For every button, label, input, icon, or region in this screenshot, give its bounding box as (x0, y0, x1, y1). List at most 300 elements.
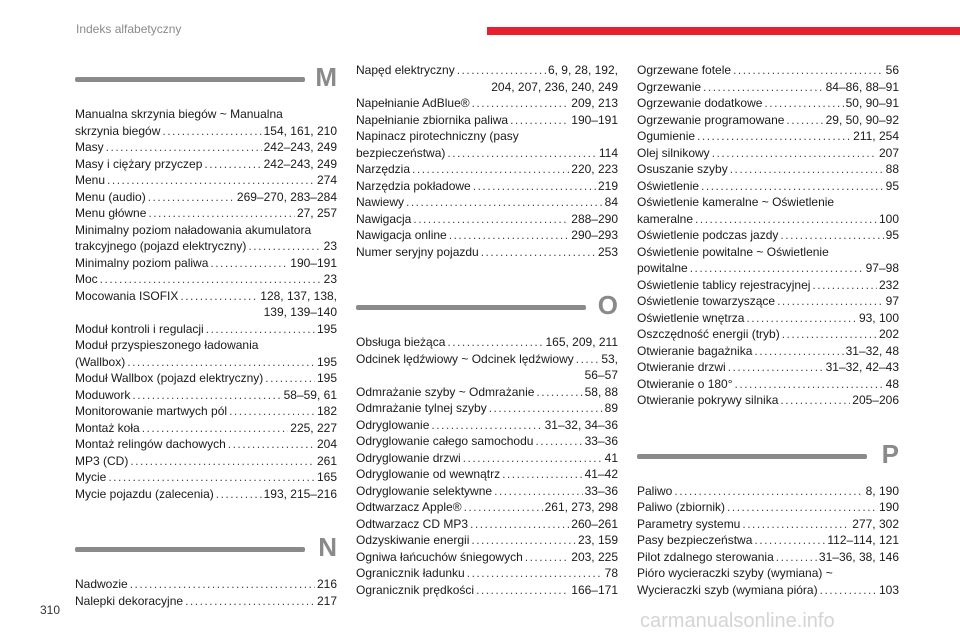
entry-line (637, 260, 899, 277)
entry-pages: 261 (316, 453, 337, 468)
leader-dots (130, 576, 315, 593)
index-entry (75, 255, 337, 272)
entry-pages: 242–243, 249 (263, 156, 337, 171)
entry-pages: 41 (604, 450, 618, 465)
index-entry (637, 532, 899, 549)
entry-label: Ogumienie (637, 129, 696, 143)
index-entry (637, 516, 899, 533)
entry-label: Odmrażanie szyby ~ Odmrażanie (356, 384, 535, 399)
entry-line (75, 436, 337, 453)
entry-line (356, 532, 618, 549)
entry-label: Menu (audio) (75, 189, 146, 204)
entry-label: Oświetlenie tablicy rejestracyjnej (637, 277, 811, 292)
leader-dots (780, 392, 850, 409)
entry-line (356, 516, 618, 533)
entry-label: Ogrzewanie dodatkowe (637, 96, 763, 110)
leader-dots (502, 466, 583, 483)
entry-label: Montaż koła (75, 420, 140, 435)
entry-line (356, 549, 618, 566)
leader-dots (510, 112, 569, 129)
index-entry (637, 95, 899, 112)
leader-dots (180, 288, 258, 305)
index-entry (356, 483, 618, 500)
index-entry (75, 106, 337, 139)
entry-pages: 288–290 (571, 211, 618, 226)
entry-line (637, 376, 899, 393)
index-entry (356, 549, 618, 566)
entry-line (356, 582, 618, 599)
entry-line (75, 593, 337, 610)
leader-dots (204, 156, 261, 173)
leader-dots (536, 384, 582, 401)
leader-dots (148, 189, 235, 206)
entry-pages: 165 (316, 470, 337, 484)
leader-dots (489, 400, 603, 417)
index-entry (637, 343, 899, 360)
entry-line (75, 123, 337, 140)
leader-dots (473, 178, 596, 195)
entry-label: Moduwork (75, 387, 131, 402)
entry-pages: 97–98 (865, 261, 899, 275)
entry-pages: 190 (878, 500, 899, 514)
entry-pages: 33–36 (584, 434, 618, 448)
entry-label: Narzędzia (356, 162, 411, 176)
entry-line (356, 62, 618, 79)
entry-label: Mycie pojazdu (zalecenia) (75, 486, 214, 501)
leader-dots (162, 123, 261, 140)
index-entry (637, 128, 899, 145)
entry-line (75, 156, 337, 173)
leader-dots (265, 370, 315, 387)
entry-label-line: Manualna skrzynia biegów ~ Manualna (75, 107, 283, 121)
index-entry (356, 194, 618, 211)
index-entry (356, 95, 618, 112)
entry-line (75, 420, 337, 437)
entry-line (75, 321, 337, 338)
entry-label: Paliwo (zbiornik) (637, 500, 726, 514)
index-column-2 (356, 62, 618, 598)
index-entry (356, 417, 618, 434)
entry-label: Odmrażanie tylnej szyby (356, 401, 487, 415)
entry-label: Oświetlenie podczas jazdy (637, 228, 779, 242)
leader-dots (525, 549, 570, 566)
entry-pages: 100 (878, 211, 899, 226)
leader-dots (764, 95, 843, 112)
entry-label: Ogniwa łańcuchów śniegowych (356, 549, 523, 564)
entry-line (637, 62, 899, 79)
leader-dots (697, 128, 851, 145)
entry-line (356, 211, 618, 228)
index-entry (75, 593, 337, 610)
entry-pages: 232 (878, 277, 899, 292)
section-rule (75, 547, 305, 552)
entry-label: Nadwozie (75, 577, 128, 591)
index-entry (356, 211, 618, 228)
entry-pages: 190–191 (290, 255, 337, 270)
entry-pages: 260–261 (571, 516, 618, 531)
index-entry (637, 565, 899, 598)
entry-line (356, 145, 618, 162)
entry-label: (Wallbox) (75, 354, 126, 369)
index-entry (637, 549, 899, 566)
entry-line (356, 227, 618, 244)
entry-label: Pasy bezpieczeństwa (637, 533, 753, 547)
entry-line (356, 194, 618, 211)
entry-pages: 195 (316, 371, 337, 385)
entry-label: bezpieczeństwa) (356, 145, 446, 160)
index-entry (356, 499, 618, 516)
entry-pages: 88 (885, 162, 899, 176)
entry-label: Mocowania ISOFIX (75, 288, 179, 303)
entry-label-line: Oświetlenie kameralne ~ Oświetlenie (637, 195, 835, 209)
index-entry (75, 469, 337, 486)
entry-pages: 8, 190 (865, 483, 899, 498)
entry-pages: 261, 273, 298 (544, 500, 618, 514)
entry-label: Napełnianie AdBlue® (356, 96, 470, 110)
entry-list (637, 62, 899, 409)
index-entry (75, 288, 337, 321)
entry-label: Oświetlenie wnętrza (637, 310, 745, 325)
entry-pages: 217 (316, 593, 337, 608)
index-entry (356, 244, 618, 261)
entry-line (637, 145, 899, 162)
entry-pages: 225, 227 (290, 420, 337, 435)
entry-line (356, 244, 618, 261)
entry-label: Osuszanie szyby (637, 162, 728, 176)
section-rule (75, 77, 305, 82)
leader-dots (229, 403, 315, 420)
index-entry (356, 384, 618, 401)
entry-label: Nalepki dekoracyjne (75, 593, 184, 608)
entry-list (75, 106, 337, 502)
entry-pages: 95 (885, 178, 899, 193)
entry-pages: 58–59, 61 (283, 387, 337, 402)
entry-label: Oszczędność energii (tryb) (637, 327, 780, 341)
entry-pages: 97 (885, 294, 899, 308)
index-column-1 (75, 62, 337, 609)
leader-dots (776, 549, 817, 566)
entry-label: Napełnianie zbiornika paliwa (356, 112, 509, 127)
entry-pages: 209, 213 (571, 96, 618, 110)
entry-line (637, 326, 899, 343)
entry-label: Napęd elektryczny (356, 63, 455, 77)
entry-line (356, 351, 618, 368)
index-entry (75, 436, 337, 453)
entry-label: Minimalny poziom paliwa (75, 255, 209, 270)
index-entry (637, 244, 899, 277)
leader-dots (476, 582, 569, 599)
entry-label: Oświetlenie (637, 178, 700, 193)
entry-pages: 50, 90–91 (845, 96, 899, 110)
leader-dots (494, 483, 583, 500)
leader-dots (690, 260, 864, 277)
entry-pages: 207 (878, 145, 899, 160)
entry-pages: 31–32, 42–43 (825, 360, 899, 374)
entry-line (75, 205, 337, 222)
section-rule (356, 305, 586, 310)
leader-dots (728, 359, 824, 376)
entry-pages: 29, 50, 90–92 (825, 112, 899, 127)
entry-label: Wycieraczki szyb (wymiana pióra) (637, 582, 818, 597)
leader-dots (127, 354, 315, 371)
leader-dots (431, 417, 542, 434)
index-column-3 (637, 62, 899, 598)
index-entry (356, 516, 618, 533)
entry-pages: 193, 215–216 (263, 486, 337, 501)
entry-label: Moduł kontroli i regulacji (75, 321, 204, 336)
entry-label: Moduł Wallbox (pojazd elektryczny) (75, 371, 264, 385)
section-header (637, 439, 899, 483)
entry-line (637, 211, 899, 228)
entry-line (75, 238, 337, 255)
leader-dots (472, 95, 570, 112)
entry-line (356, 95, 618, 112)
header-title: Indeks alfabetyczny (76, 22, 182, 36)
entry-label: Odryglowanie (356, 417, 430, 432)
entry-pages: 78 (604, 566, 618, 580)
entry-line (75, 271, 337, 288)
entry-label: Odtwarzacz CD MP3 (356, 516, 469, 531)
entry-line (356, 334, 618, 351)
entry-pages: 203, 225 (571, 549, 618, 564)
section-header (75, 532, 337, 576)
entry-pages: 23 (323, 272, 337, 286)
entry-label: Otwieranie drzwi (637, 360, 726, 374)
leader-dots (777, 293, 884, 310)
entry-pages: 103 (878, 582, 899, 597)
entry-pages: 211, 254 (853, 129, 899, 143)
leader-dots (228, 436, 315, 453)
entry-pages: 253 (597, 244, 618, 259)
entry-line (637, 516, 899, 533)
entry-line (75, 576, 337, 593)
entry-pages-continued: 139, 139–140 (263, 305, 337, 319)
entry-label: MP3 (CD) (75, 453, 129, 468)
section-rule (637, 454, 867, 459)
index-entry (637, 112, 899, 129)
entry-label: Odtwarzacz Apple® (356, 500, 462, 514)
index-entry (637, 145, 899, 162)
leader-dots (470, 516, 569, 533)
index-entry (637, 79, 899, 96)
leader-dots (742, 516, 850, 533)
entry-label: Montaż relingów dachowych (75, 437, 226, 451)
leader-dots (701, 178, 884, 195)
entry-line (637, 112, 899, 129)
index-entry (637, 483, 899, 500)
entry-line (75, 172, 337, 189)
entry-line (637, 178, 899, 195)
entry-label: Odcinek lędźwiowy ~ Odcinek lędźwiowy (356, 351, 574, 366)
entry-line (75, 139, 337, 156)
index-entry (356, 161, 618, 178)
index-entry (75, 139, 337, 156)
index-entry (75, 453, 337, 470)
leader-dots (132, 387, 281, 404)
index-entry (356, 565, 618, 582)
entry-line (637, 293, 899, 310)
entry-pages: 182 (316, 404, 337, 418)
entry-line (637, 277, 899, 294)
entry-line (75, 370, 337, 387)
entry-line (75, 453, 337, 470)
entry-pages: 23, 159 (577, 533, 618, 547)
leader-dots (754, 532, 825, 549)
entry-line (356, 400, 618, 417)
section-header (356, 290, 618, 334)
entry-label: skrzynia biegów (75, 123, 161, 138)
entry-pages-continued: 56–57 (584, 368, 618, 382)
entry-label: Menu (75, 173, 106, 187)
index-entry (637, 194, 899, 227)
section-gap (356, 260, 618, 290)
entry-label: Moc (75, 272, 98, 286)
leader-dots (413, 211, 569, 228)
leader-dots (733, 62, 884, 79)
header-accent-bar (487, 27, 960, 35)
entry-line (356, 499, 618, 516)
entry-pages: 89 (604, 401, 618, 415)
leader-dots (464, 499, 543, 516)
leader-dots (106, 139, 262, 156)
entry-line (637, 392, 899, 409)
entry-line (75, 387, 337, 404)
leader-dots (108, 469, 315, 486)
index-entry (356, 128, 618, 161)
entry-pages: 269–270, 283–284 (236, 189, 337, 204)
entry-label: Masy (75, 140, 104, 154)
index-entry (637, 227, 899, 244)
entry-label: Otwieranie bagażnika (637, 343, 753, 358)
entry-pages: 84 (604, 195, 618, 209)
index-entry (356, 178, 618, 195)
entry-label: Odryglowanie drzwi (356, 450, 461, 465)
entry-pages: 53, (601, 351, 618, 366)
entry-pages: 166–171 (571, 582, 618, 597)
index-entry (356, 351, 618, 384)
leader-dots (130, 453, 315, 470)
entry-pages: 93, 100 (858, 310, 899, 325)
index-entry (75, 576, 337, 593)
entry-label: Monitorowanie martwych pól (75, 404, 228, 418)
entry-label: Oświetlenie towarzyszące (637, 294, 776, 308)
index-entry (356, 532, 618, 549)
entry-line (356, 417, 618, 434)
index-entry (637, 359, 899, 376)
index-entry (637, 293, 899, 310)
index-entry (75, 156, 337, 173)
index-entry (75, 321, 337, 338)
index-entry (637, 178, 899, 195)
entry-line (637, 343, 899, 360)
entry-label: Odryglowanie selektywne (356, 483, 493, 498)
leader-dots (535, 433, 582, 450)
entry-line (637, 532, 899, 549)
leader-dots (463, 450, 603, 467)
index-entry (637, 499, 899, 516)
leader-dots (754, 343, 843, 360)
entry-label: Nawigacja (356, 211, 412, 226)
leader-dots (746, 310, 857, 327)
index-entry (75, 337, 337, 370)
leader-dots (457, 62, 546, 79)
index-entry (75, 403, 337, 420)
entry-line (637, 483, 899, 500)
leader-dots (471, 532, 576, 549)
entry-line (356, 483, 618, 500)
entry-label-line: Minimalny poziom naładowania akumulatora (75, 222, 312, 237)
section-letter: P (881, 438, 899, 469)
entry-pages: 128, 137, 138, (260, 288, 337, 303)
entry-label: Odryglowanie od wewnątrz (356, 467, 501, 481)
entry-line (356, 384, 618, 401)
entry-pages: 220, 223 (571, 162, 618, 176)
entry-label: Nawiewy (356, 195, 405, 209)
entry-label: Masy i ciężary przyczep (75, 156, 203, 171)
index-entry (75, 370, 337, 387)
entry-pages: 95 (885, 228, 899, 242)
entry-label: Otwieranie o 180° (637, 376, 733, 391)
leader-dots (786, 112, 823, 129)
entry-pages: 242–243, 249 (263, 140, 337, 154)
entry-pages: 41–42 (584, 467, 618, 481)
entry-label: Menu główne (75, 206, 147, 220)
entry-line (637, 79, 899, 96)
entry-pages: 205–206 (852, 393, 899, 407)
index-entry (637, 62, 899, 79)
entry-pages: 290–293 (571, 228, 618, 242)
leader-dots (780, 227, 883, 244)
entry-line (75, 403, 337, 420)
entry-line (356, 450, 618, 467)
entry-line (637, 582, 899, 599)
entry-line (75, 486, 337, 503)
entry-label: Pilot zdalnego sterowania (637, 549, 774, 564)
entry-list (356, 334, 618, 598)
entry-pages: 195 (316, 321, 337, 336)
section-gap (637, 409, 899, 439)
entry-line (356, 565, 618, 582)
leader-dots (412, 161, 569, 178)
entry-label: Ogrzewanie programowane (637, 112, 785, 127)
entry-pages: 84–86, 88–91 (825, 79, 899, 94)
entry-pages: 114 (598, 145, 618, 160)
entry-pages: 202 (878, 327, 899, 341)
page-number: 310 (40, 603, 61, 617)
index-entry (356, 400, 618, 417)
entry-line (75, 255, 337, 272)
entry-line (637, 128, 899, 145)
entry-label: Obsługa bieżąca (356, 335, 446, 349)
entry-pages: 31–36, 38, 146 (818, 549, 899, 564)
entry-pages: 6, 9, 28, 192, (547, 63, 618, 77)
entry-label: Narzędzia pokładowe (356, 178, 471, 193)
entry-pages: 216 (316, 577, 337, 591)
leader-dots (142, 420, 289, 437)
entry-line (356, 112, 618, 129)
index-entry (356, 433, 618, 450)
entry-line (356, 161, 618, 178)
index-entry (356, 62, 618, 95)
entry-label: trakcyjnego (pojazd elektryczny) (75, 239, 247, 253)
index-entry (75, 189, 337, 206)
entry-label-line: Oświetlenie powitalne ~ Oświetlenie (637, 244, 829, 259)
entry-label: Mycie (75, 470, 107, 484)
leader-dots (674, 483, 863, 500)
entry-label-line: Pióro wycieraczki szyby (wymiana) ~ (637, 566, 833, 580)
index-entry (75, 172, 337, 189)
entry-label-line: Napinacz pirotechniczny (pasy (356, 129, 519, 143)
